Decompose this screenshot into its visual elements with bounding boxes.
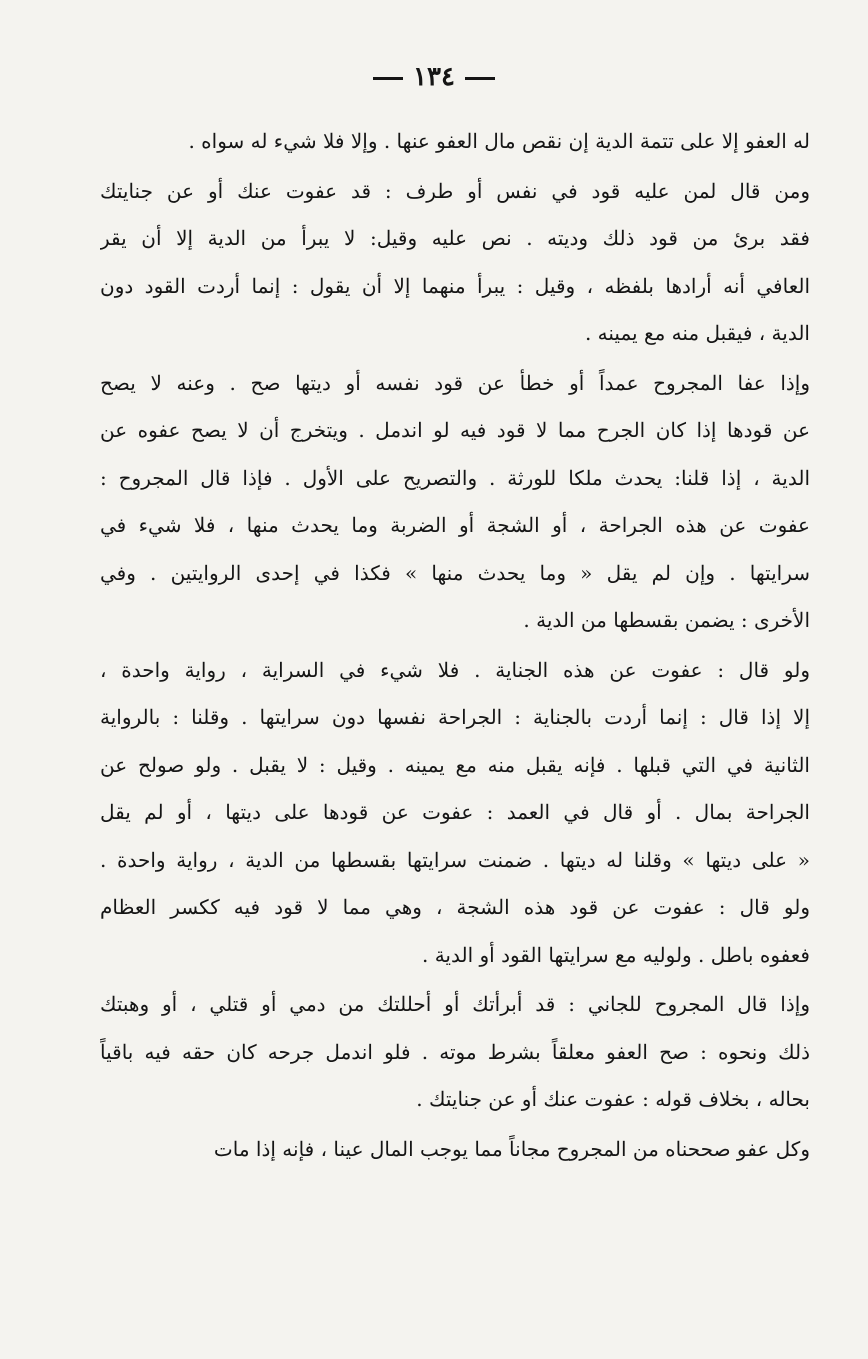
text-line: الدية ، إذا قلنا: يحدث ملكا للورثة . والتصريح على الأول . فإذا قال المجروح : [100,465,810,490]
text-line: وكل عفو صححناه من المجروح مجاناً مما يوجب المال عينا ، فإنه إذا مات [213,1136,810,1161]
text-line: عفوت عن هذه الجراحة ، أو الشجة أو الضربة وما يحدث منها ، فلا شيء في [100,513,810,537]
paragraph [100,168,810,358]
text-line: الجراحة بمال . أو قال في العمد : عفوت عن قودها على ديتها ، أو لم يقل [100,800,810,824]
text-line: الأخرى : يضمن بقسطها من الدية . [523,608,810,632]
body-text [100,118,810,1173]
text-line: عن قودها إذا كان الجرح مما لا قود فيه لو اندمل . ويتخرج أن لا يصح عفوه عن [100,418,810,442]
text-line: « على ديتها » وقلنا له ديتها . ضمنت سرايتها بقسطها من الدية ، رواية واحدة . [100,847,810,872]
text-line: ومن قال لمن عليه قود في نفس أو طرف : قد عفوت عنك أو عن جنايتك [100,178,810,203]
text-line: الثانية في التي قبلها . فإنه يقبل منه مع يمينه . وقيل : لا يقبل . ولو صولح عن [100,752,810,777]
text-line: بحاله ، بخلاف قوله : عفوت عنك أو عن جنايتك . [416,1087,810,1111]
text-line: إلا إذا قال : إنما أردت بالجناية : الجراحة نفسها دون سرايتها . وقلنا : بالرواية [100,705,810,729]
text-line: سرايتها . وإن لم يقل « وما يحدث منها » فكذا في إحدى الروايتين . وفي [100,560,810,585]
page-number-dash-right [465,77,495,80]
text-line: العافي أنه أرادها بلفظه ، وقيل : يبرأ منهما إلا أن يقول : إنما أردت القود دون [100,273,810,298]
paragraph [100,360,810,645]
paragraph [100,118,810,166]
text-line: له العفو إلا على تتمة الدية إن نقص مال العفو عنها . وإلا فلا شيء له سواه . [188,129,810,153]
text-line: ولو قال : عفوت عن هذه الجناية . فلا شيء في السراية ، رواية واحدة ، [100,657,810,682]
text-line: الدية ، فيقبل منه مع يمينه . [584,321,810,345]
text-line: فعفوه باطل . ولوليه مع سرايتها القود أو الدية . [421,942,810,967]
text-line: وإذا قال المجروح للجاني : قد أبرأتك أو أحللتك من دمي أو قتلي ، أو وهبتك [100,992,810,1016]
text-line: ولو قال : عفوت عن قود هذه الشجة ، وهي مما لا قود فيه ككسر العظام [100,895,810,919]
page-number [0,62,868,92]
page-number-dash-left [373,77,403,80]
paragraph [100,1126,810,1174]
text-line: وإذا عفا المجروح عمداً أو خطأ عن قود نفسه أو ديتها صح . وعنه لا يصح [100,370,810,395]
paragraph [100,647,810,980]
text-line: ذلك ونحوه : صح العفو معلقاً بشرط موته . فلو اندمل جرحه كان حقه فيه باقياً [100,1039,810,1064]
text-line: فقد برئ من قود ذلك وديته . نص عليه وقيل: لا يبرأ من الدية إلا أن يقر [100,226,810,250]
page-number-value: ١٣٤ [413,62,455,92]
paragraph [100,981,810,1124]
